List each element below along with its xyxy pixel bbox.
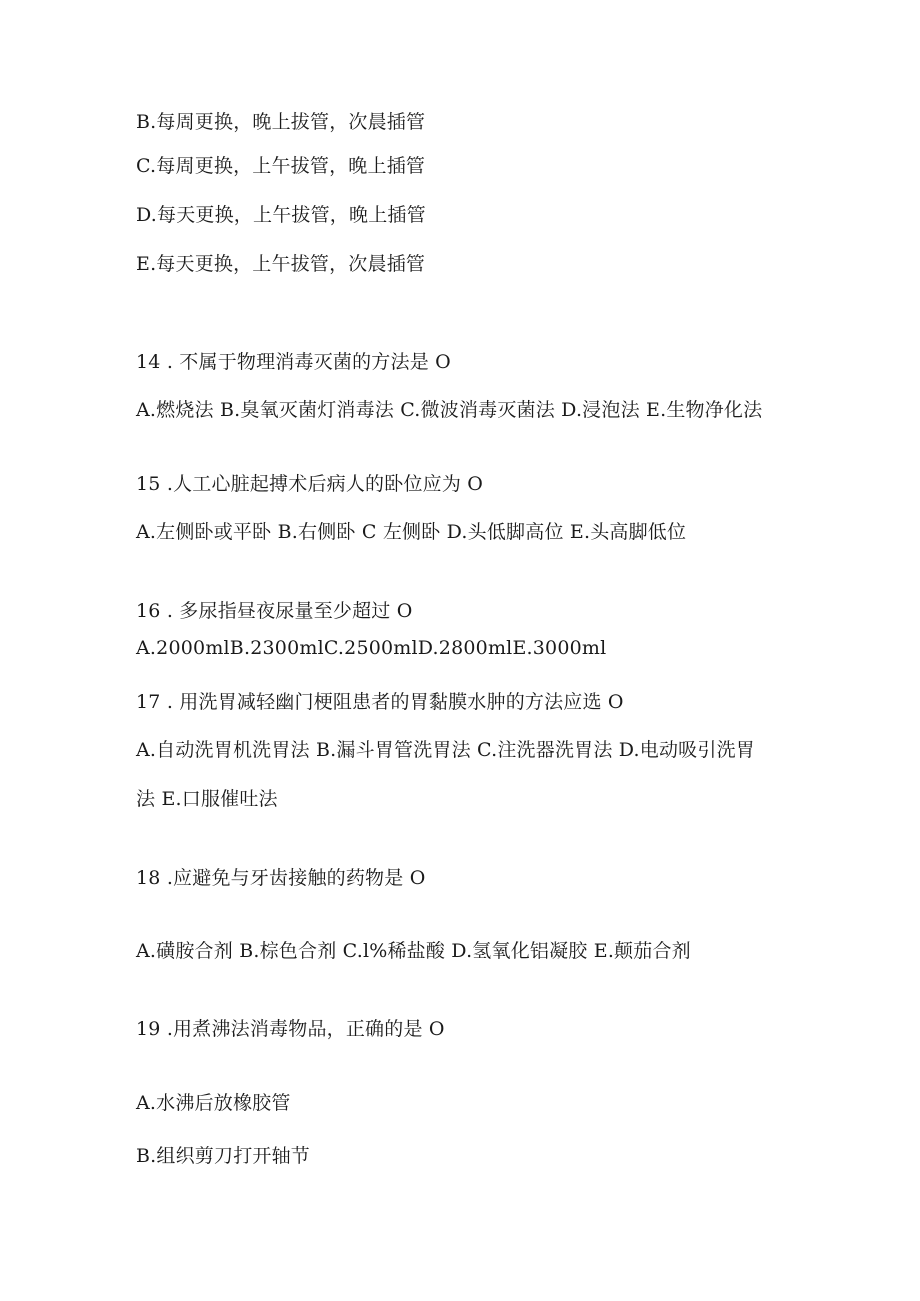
q19-option-a: A.水沸后放橡胶管	[136, 1092, 291, 1114]
q17-options-line1: A.自动洗胃机洗胃法 B.漏斗胃管洗胃法 C.注洗器洗胃法 D.电动吸引洗胃	[136, 739, 755, 761]
q19-stem: 19 .用煮沸法消毒物品，正确的是 O	[136, 1018, 445, 1040]
q18-stem: 18 .应避免与牙齿接触的药物是 O	[136, 867, 426, 889]
q17-options-line2: 法 E.口服催吐法	[136, 788, 278, 810]
q17-stem: 17 . 用洗胃减轻幽门梗阻患者的胃黏膜水肿的方法应选 O	[136, 691, 624, 713]
q13-option-c: C.每周更换，上午拔管，晚上插管	[136, 155, 426, 177]
q14-options: A.燃烧法 B.臭氧灭菌灯消毒法 C.微波消毒灭菌法 D.浸泡法 E.生物净化法	[136, 399, 763, 421]
q13-option-b: B.每周更换，晚上拔管，次晨插管	[136, 111, 426, 133]
q13-option-d: D.每天更换，上午拔管，晚上插管	[136, 204, 426, 226]
q18-options: A.磺胺合剂 B.棕色合剂 C.l%稀盐酸 D.氢氧化铝凝胶 E.颠茄合剂	[136, 940, 691, 962]
q16-stem: 16 . 多尿指昼夜尿量至少超过 O	[136, 600, 413, 622]
q16-options: A.2000mlB.2300mlC.2500mlD.2800mlE.3000ml	[136, 637, 607, 659]
q19-option-b: B.组织剪刀打开轴节	[136, 1145, 311, 1167]
q14-stem: 14 . 不属于物理消毒灭菌的方法是 O	[136, 351, 451, 373]
q15-options: A.左侧卧或平卧 B.右侧卧 C 左侧卧 D.头低脚高位 E.头高脚低位	[136, 521, 687, 543]
q15-stem: 15 .人工心脏起搏术后病人的卧位应为 O	[136, 473, 484, 495]
q13-option-e: E.每天更换，上午拔管，次晨插管	[136, 253, 426, 275]
